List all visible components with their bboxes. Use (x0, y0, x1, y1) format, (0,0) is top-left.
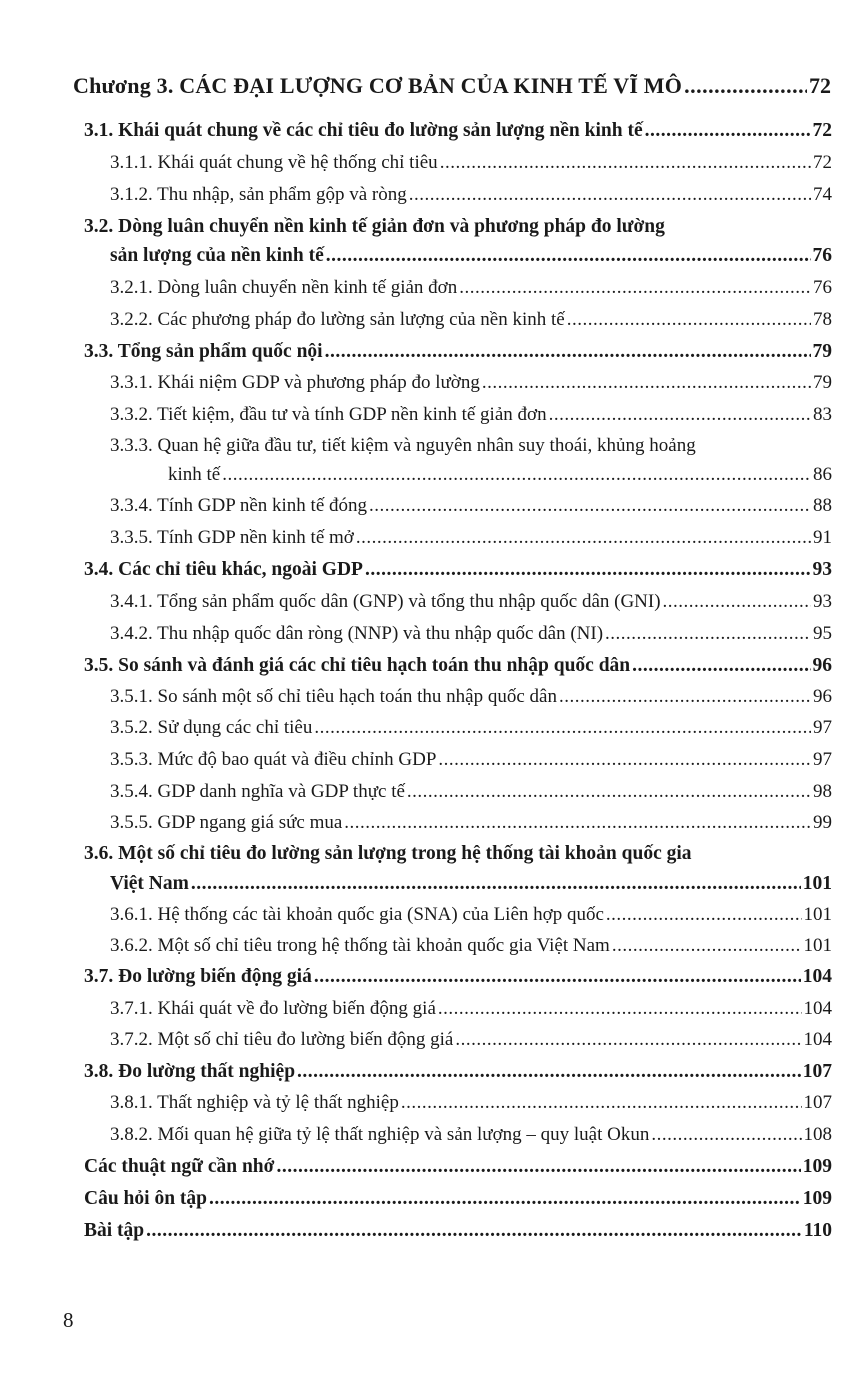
toc-entry-3-4[interactable] (84, 559, 832, 581)
toc-leader-dots (191, 873, 801, 895)
toc-leader-dots (365, 559, 811, 581)
toc-entry-3-3-2[interactable] (110, 404, 832, 426)
toc-entry-title: Các thuật ngữ cần nhớ (84, 1156, 275, 1177)
toc-entry-3-3-3[interactable] (168, 464, 832, 486)
toc-page-number: 93 (813, 591, 832, 612)
toc-entry-title: 3.3. Tổng sản phẩm quốc nội (84, 341, 323, 362)
toc-leader-dots (401, 1092, 802, 1114)
toc-page-number: 74 (813, 184, 832, 205)
toc-page-number: 76 (812, 245, 832, 266)
toc-entry-3-2-1[interactable] (110, 277, 832, 299)
toc-leader-dots (440, 152, 811, 174)
toc-entry-title: 3.8.1. Thất nghiệp và tỷ lệ thất nghiệp (110, 1092, 399, 1113)
toc-entry-title: 3.6.2. Một số chỉ tiêu trong hệ thống tài khoản quốc gia Việt Nam (110, 935, 610, 956)
toc-page-number: 99 (813, 812, 832, 833)
toc-page-number: 93 (812, 559, 832, 580)
toc-entry-title: Chương 3. CÁC ĐẠI LƯỢNG CƠ BẢN CỦA KINH TẾ VĨ MÔ (73, 73, 683, 98)
toc-page-number: 91 (813, 527, 832, 548)
toc-entry-title: 3.5.1. So sánh một số chỉ tiêu hạch toán thu nhập quốc dân (110, 686, 557, 707)
toc-entry-3-2[interactable] (110, 245, 832, 267)
toc-entry-exercises[interactable] (84, 1220, 832, 1242)
toc-page-number: 72 (812, 120, 832, 141)
toc-leader-dots (645, 120, 811, 142)
toc-entry-title: Việt Nam (110, 873, 189, 894)
toc-leader-dots (314, 717, 811, 739)
toc-entry-title: 3.4.1. Tổng sản phẩm quốc dân (GNP) và tổng thu nhập quốc dân (GNI) (110, 591, 661, 612)
toc-page-number: 101 (802, 873, 832, 894)
toc-entry-title: 3.1. Khái quát chung về các chỉ tiêu đo lường sản lượng nền kinh tế (84, 120, 643, 141)
toc-entry-3-8-2[interactable] (110, 1124, 832, 1146)
toc-leader-dots (632, 655, 810, 677)
toc-leader-dots (567, 309, 811, 331)
toc-entry-title: 3.1.1. Khái quát chung về hệ thống chỉ tiêu (110, 152, 438, 173)
toc-entry-3-5-4[interactable] (110, 781, 832, 803)
toc-entry-title: 3.4. Các chỉ tiêu khác, ngoài GDP (84, 559, 363, 580)
toc-page-number: 79 (812, 341, 832, 362)
toc-entry-3-1[interactable] (84, 120, 832, 142)
toc-page-number: 86 (813, 464, 832, 485)
toc-leader-dots (606, 904, 802, 926)
toc-leader-dots (222, 464, 811, 486)
toc-page-number: 88 (813, 495, 832, 516)
toc-entry-3-5[interactable] (84, 655, 832, 677)
toc-entry-3-8-1[interactable] (110, 1092, 832, 1114)
toc-leader-dots (605, 623, 811, 645)
toc-leader-dots (344, 812, 811, 834)
toc-entry-3-7-2[interactable] (110, 1029, 832, 1051)
toc-entry-title: 3.2.2. Các phương pháp đo lường sản lượng của nền kinh tế (110, 309, 565, 330)
toc-entry-title: 3.8.2. Mối quan hệ giữa tỷ lệ thất nghiệp và sản lượng – quy luật Okun (110, 1124, 650, 1145)
toc-leader-dots (559, 686, 811, 708)
toc-page-number: 110 (803, 1220, 832, 1241)
toc-entry-3-6[interactable] (110, 873, 832, 895)
toc-page-number: 107 (802, 1061, 832, 1082)
toc-leader-dots (407, 781, 811, 803)
toc-leader-dots (459, 277, 811, 299)
toc-entry-3-3[interactable] (84, 341, 832, 363)
toc-leader-dots (663, 591, 811, 613)
toc-page-number: 79 (813, 372, 832, 393)
toc-entry-3-5-5[interactable] (110, 812, 832, 834)
toc-leader-dots (438, 749, 811, 771)
toc-page-number: 108 (803, 1124, 832, 1145)
toc-leader-dots (549, 404, 811, 426)
toc-entry-title: kinh tế (168, 464, 221, 485)
toc-entry-3-8[interactable] (84, 1061, 832, 1083)
toc-entry-title: 3.8. Đo lường thất nghiệp (84, 1061, 296, 1082)
toc-entry-title: 3.6.1. Hệ thống các tài khoản quốc gia (SNA) của Liên hợp quốc (110, 904, 604, 925)
toc-leader-dots (612, 935, 802, 957)
toc-page-number: 96 (813, 686, 832, 707)
toc-entry-3-2-2[interactable] (110, 309, 832, 331)
toc-leader-dots (325, 341, 811, 363)
toc-page-number: 107 (803, 1092, 832, 1113)
toc-entry-title: 3.4.2. Thu nhập quốc dân ròng (NNP) và thu nhập quốc dân (NI) (110, 623, 604, 644)
toc-entry-3-5-3[interactable] (110, 749, 832, 771)
toc-entry-review-questions[interactable] (84, 1188, 832, 1210)
toc-leader-dots (651, 1124, 801, 1146)
toc-entry-3-1-2[interactable] (110, 184, 832, 206)
toc-page-number: 97 (813, 749, 832, 770)
toc-leader-dots (326, 245, 811, 267)
toc-page-number: 78 (813, 309, 832, 330)
toc-entry-3-6-line1[interactable]: 3.6. Một số chỉ tiêu đo lường sản lượng trong hệ thống tài khoản quốc gia (84, 843, 692, 864)
toc-page-number: 98 (813, 781, 832, 802)
toc-entry-title: Bài tập (84, 1220, 145, 1241)
toc-entry-title: 3.7.1. Khái quát về đo lường biến động giá (110, 998, 436, 1019)
toc-page-number: 72 (813, 152, 832, 173)
toc-leader-dots (209, 1188, 801, 1210)
toc-leader-dots (297, 1061, 801, 1083)
toc-entry-title: sản lượng của nền kinh tế (110, 245, 324, 266)
toc-page-number: 95 (813, 623, 832, 644)
toc-page-number: 96 (812, 655, 832, 676)
toc-entry-title: 3.7.2. Một số chỉ tiêu đo lường biến động giá (110, 1029, 454, 1050)
toc-entry-title: 3.3.4. Tính GDP nền kinh tế đóng (110, 495, 368, 516)
toc-entry-title: Câu hỏi ôn tập (84, 1188, 207, 1209)
toc-page-number: 83 (813, 404, 832, 425)
toc-entry-3-7[interactable] (84, 966, 832, 988)
toc-leader-dots (369, 495, 811, 517)
toc-page-number: 104 (803, 998, 832, 1019)
toc-entry-title: 3.3.2. Tiết kiệm, đầu tư và tính GDP nền kinh tế giản đơn (110, 404, 547, 425)
toc-leader-dots (314, 966, 801, 988)
toc-entry-3-2-line1[interactable]: 3.2. Dòng luân chuyển nền kinh tế giản đơn và phương pháp đo lường (84, 216, 665, 237)
toc-entry-title: 3.5.4. GDP danh nghĩa và GDP thực tế (110, 781, 405, 802)
toc-entry-3-5-1[interactable] (110, 686, 832, 708)
toc-entry-title: 3.2.1. Dòng luân chuyển nền kinh tế giản đơn (110, 277, 458, 298)
toc-leader-dots (146, 1220, 802, 1242)
toc-entry-title: 3.5.5. GDP ngang giá sức mua (110, 812, 343, 833)
toc-page-number: 101 (803, 935, 832, 956)
toc-entry-3-3-4[interactable] (110, 495, 832, 517)
toc-leader-dots (276, 1156, 800, 1178)
toc-page-number: 104 (803, 1029, 832, 1050)
toc-entry-3-7-1[interactable] (110, 998, 832, 1020)
toc-entry-3-6-2[interactable] (110, 935, 832, 957)
toc-page-number: 109 (802, 1188, 832, 1209)
toc-entry-title: 3.5.3. Mức độ bao quát và điều chỉnh GDP (110, 749, 437, 770)
toc-entry-title: 3.7. Đo lường biến động giá (84, 966, 312, 987)
toc-entry-3-3-1[interactable] (110, 372, 832, 394)
toc-entry-terms[interactable] (84, 1156, 832, 1178)
toc-page-number: 76 (813, 277, 832, 298)
toc-entry-title: 3.3.5. Tính GDP nền kinh tế mở (110, 527, 354, 548)
toc-entry-3-4-1[interactable] (110, 591, 832, 613)
toc-entry-3-4-2[interactable] (110, 623, 832, 645)
toc-entry-3-5-2[interactable] (110, 717, 832, 739)
toc-leader-dots (684, 73, 807, 99)
toc-entry-title: 3.5. So sánh và đánh giá các chỉ tiêu hạch toán thu nhập quốc dân (84, 655, 631, 676)
toc-chapter-3[interactable] (73, 73, 831, 99)
page-number: 8 (63, 1308, 74, 1332)
toc-page-number: 101 (803, 904, 832, 925)
toc-page-number: 97 (813, 717, 832, 738)
toc-page-number: 104 (802, 966, 832, 987)
toc-entry-title: 3.3.1. Khái niệm GDP và phương pháp đo lường (110, 372, 480, 393)
toc-entry-3-1-1[interactable] (110, 152, 832, 174)
toc-entry-3-3-3-line1[interactable]: 3.3.3. Quan hệ giữa đầu tư, tiết kiệm và nguyên nhân suy thoái, khủng hoảng (110, 435, 696, 456)
toc-entry-3-3-5[interactable] (110, 527, 832, 549)
toc-leader-dots (455, 1029, 801, 1051)
toc-leader-dots (438, 998, 802, 1020)
toc-page-number: 72 (809, 73, 831, 98)
toc-entry-3-6-1[interactable] (110, 904, 832, 926)
toc-page-number: 109 (802, 1156, 832, 1177)
toc-entry-title: 3.5.2. Sử dụng các chỉ tiêu (110, 717, 313, 738)
toc-leader-dots (482, 372, 811, 394)
toc-leader-dots (409, 184, 811, 206)
toc-entry-title: 3.1.2. Thu nhập, sản phẩm gộp và ròng (110, 184, 407, 205)
toc-leader-dots (356, 527, 811, 549)
